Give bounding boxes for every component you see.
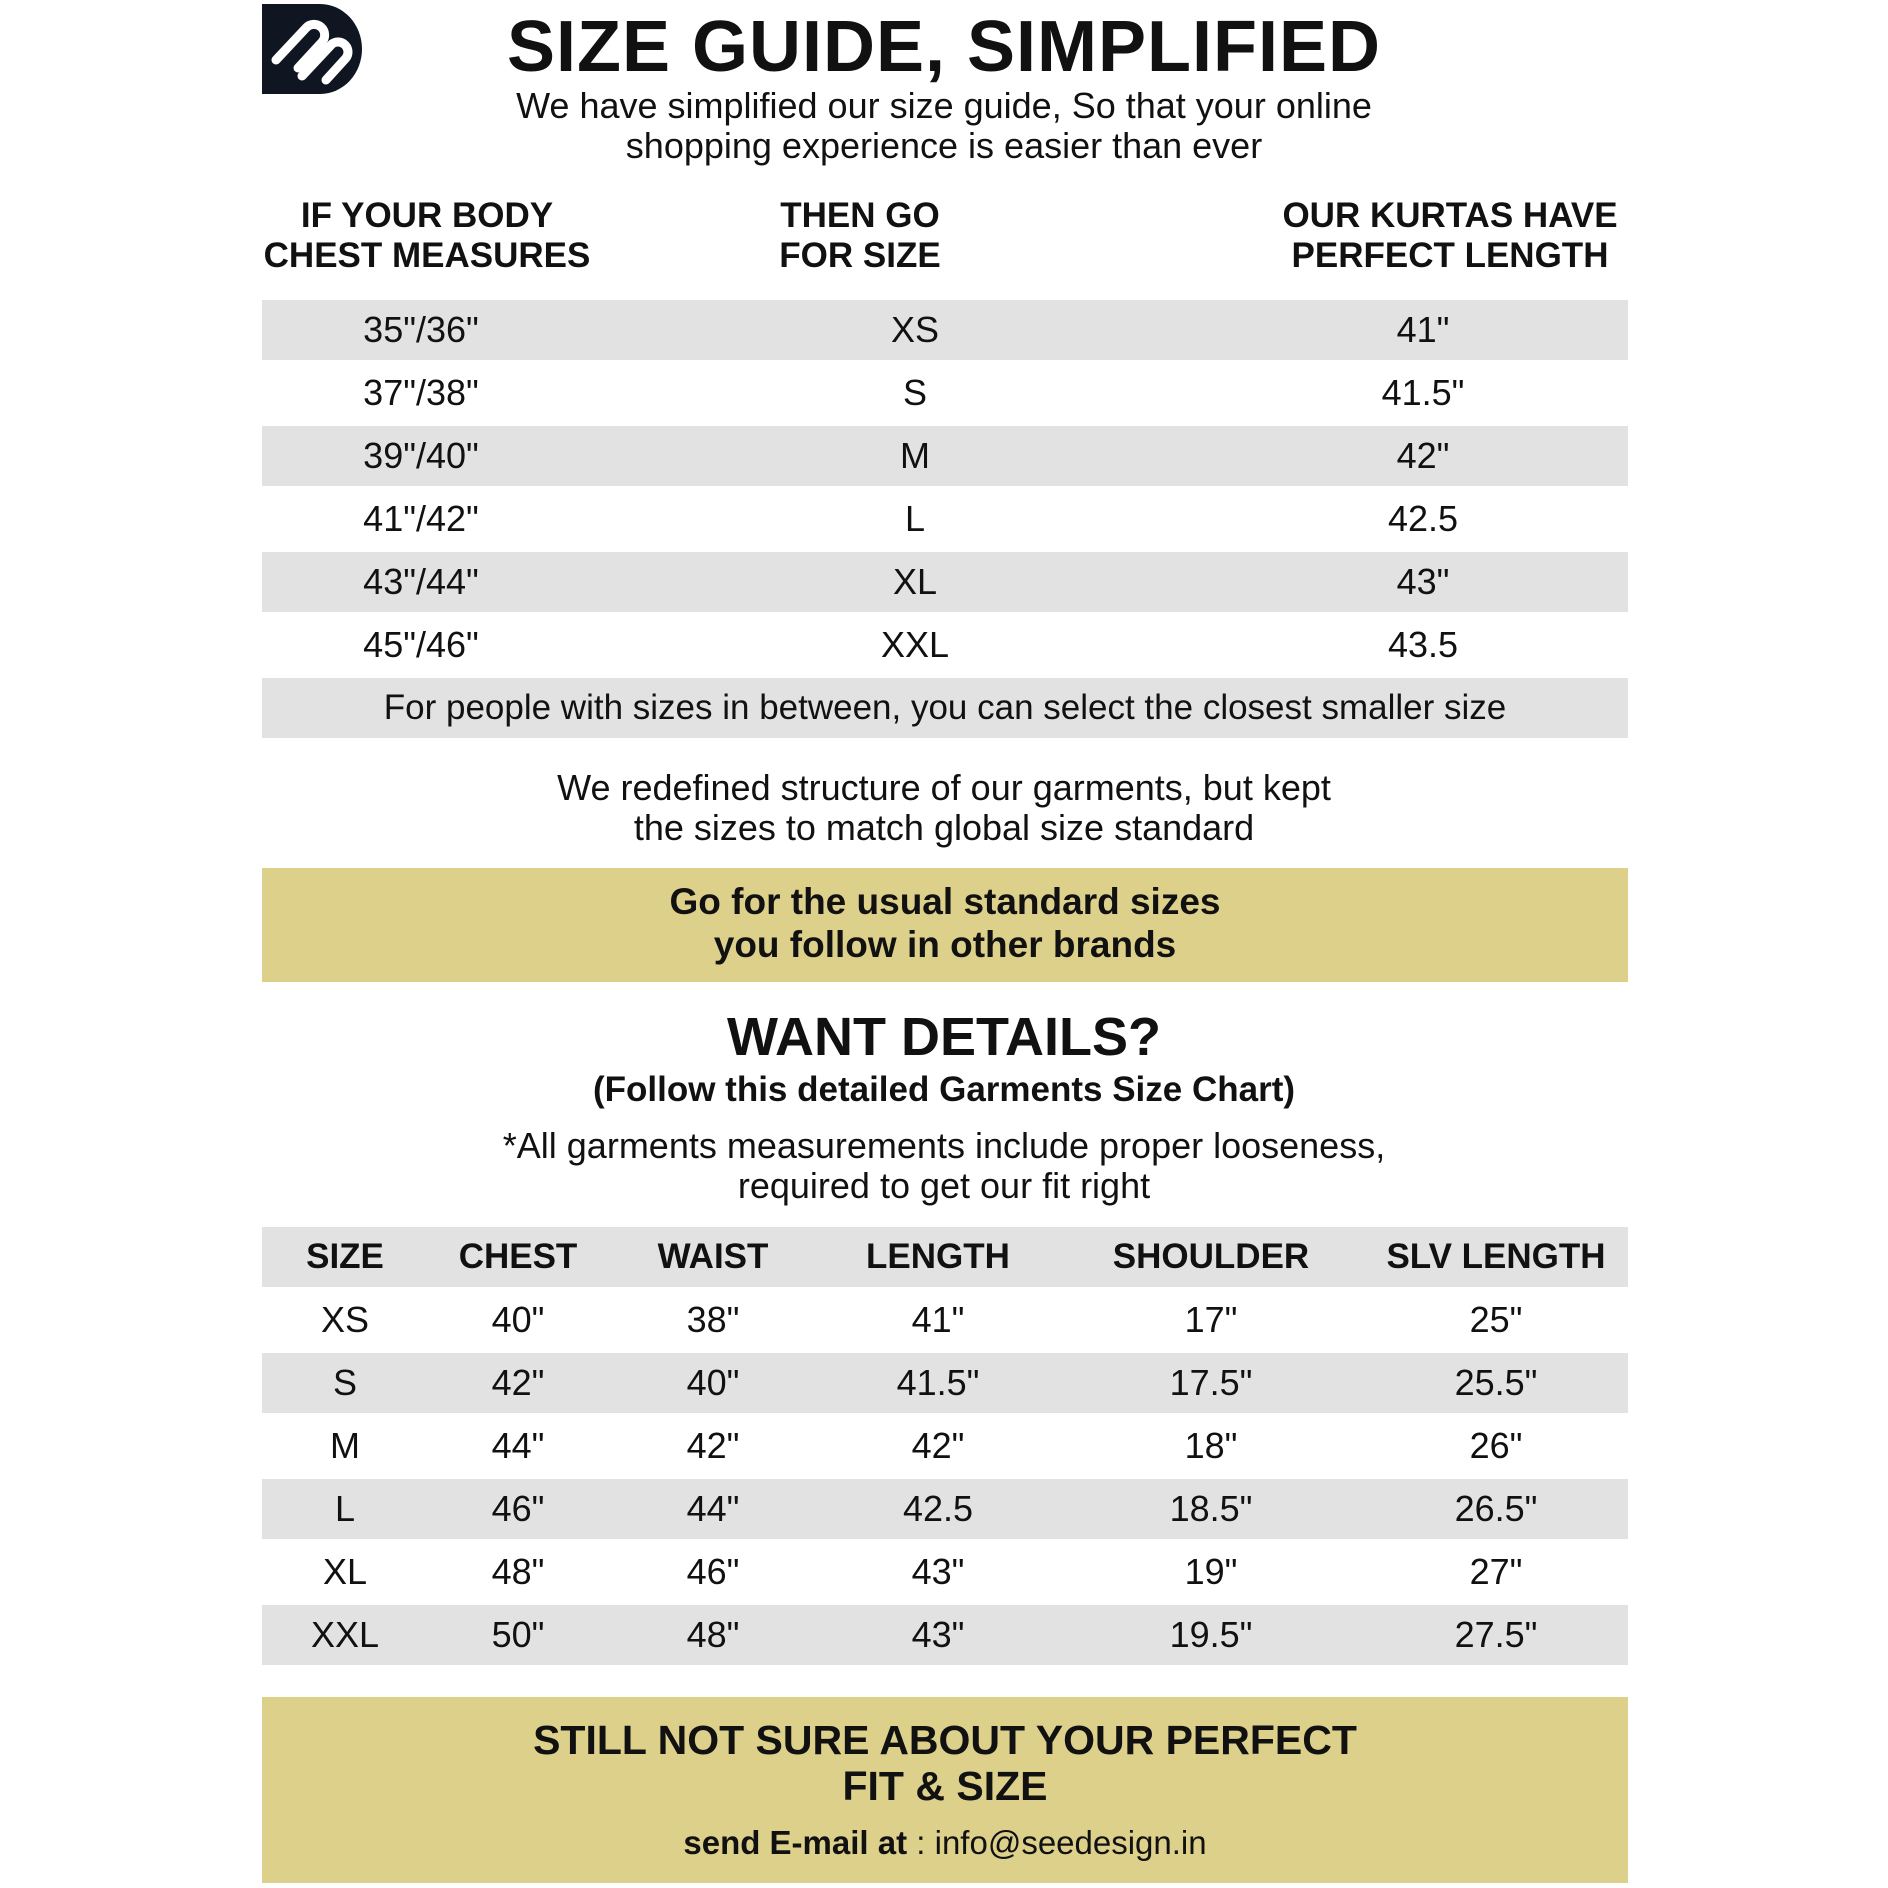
- banner-line-1: Go for the usual standard sizes: [669, 881, 1221, 922]
- contact-banner: [262, 1697, 1628, 1883]
- header-line: PERFECT LENGTH: [1291, 236, 1609, 275]
- table-cell: 43": [911, 1551, 965, 1592]
- header-line: OUR KURTAS HAVE: [1282, 196, 1618, 235]
- header-line: FOR SIZE: [779, 236, 941, 275]
- contact-banner-line-1: STILL NOT SURE ABOUT YOUR PERFECT: [533, 1717, 1357, 1763]
- email-separator: :: [907, 1824, 935, 1861]
- in-between-note: For people with sizes in between, you can select the closest smaller size: [262, 678, 1628, 738]
- structure-note-line-2: the sizes to match global size standard: [633, 807, 1255, 848]
- table-cell: XL: [322, 1551, 368, 1592]
- table-cell: 25": [1469, 1299, 1523, 1340]
- chest-cell: 43"/44": [363, 561, 479, 602]
- details-subtitle: (Follow this detailed Garments Size Chart): [592, 1070, 1296, 1109]
- table-row: [262, 1353, 1628, 1413]
- table-row: [262, 1605, 1628, 1665]
- table-row: [262, 1479, 1628, 1539]
- table-cell: S: [332, 1362, 357, 1403]
- subtitle-line-2: shopping experience is easier than ever: [625, 125, 1263, 166]
- table-row: [262, 489, 1628, 549]
- table-cell: 43": [911, 1614, 965, 1655]
- table-cell: L: [334, 1488, 356, 1529]
- email-line: [262, 1823, 1628, 1863]
- table-cell: 27.5": [1454, 1614, 1538, 1655]
- header-chest-measure: [252, 196, 602, 276]
- table-cell: 41.5": [896, 1362, 980, 1403]
- column-header-length: LENGTH: [866, 1237, 1010, 1276]
- table-cell: 42.5: [902, 1488, 974, 1529]
- length-cell: 43.5: [1387, 624, 1459, 665]
- table-cell: 18": [1184, 1425, 1238, 1466]
- table-cell: 17.5": [1169, 1362, 1253, 1403]
- table-cell: 44": [491, 1425, 545, 1466]
- contact-banner-line-2: FIT & SIZE: [842, 1763, 1048, 1809]
- header-kurta-length: [1270, 196, 1630, 276]
- table-cell: 19.5": [1169, 1614, 1253, 1655]
- length-cell: 42.5: [1387, 498, 1459, 539]
- table-cell: XS: [320, 1299, 370, 1340]
- table-cell: 42": [911, 1425, 965, 1466]
- looseness-note: [0, 1126, 1888, 1206]
- banner-line-2: you follow in other brands: [713, 924, 1177, 965]
- table-row: [262, 1416, 1628, 1476]
- simple-size-table: [262, 300, 1628, 738]
- column-header-chest: CHEST: [458, 1237, 578, 1276]
- chest-cell: 41"/42": [363, 498, 479, 539]
- standard-sizes-banner: [262, 868, 1628, 982]
- simple-table-header: [262, 196, 1628, 278]
- length-cell: 42": [1396, 435, 1450, 476]
- size-cell: M: [900, 435, 930, 476]
- length-cell: 41.5": [1381, 372, 1465, 413]
- table-cell: 48": [686, 1614, 740, 1655]
- length-cell: 41": [1396, 309, 1450, 350]
- header-line: IF YOUR BODY: [300, 196, 554, 235]
- table-cell: 17": [1184, 1299, 1238, 1340]
- structure-note-line-1: We redefined structure of our garments, but kept: [557, 767, 1331, 808]
- size-cell: XXL: [880, 624, 950, 665]
- table-row: [262, 300, 1628, 360]
- subtitle-line-1: We have simplified our size guide, So that your online: [516, 85, 1372, 126]
- table-cell: 48": [491, 1551, 545, 1592]
- structure-note: [0, 768, 1888, 848]
- table-row: [262, 1290, 1628, 1350]
- column-header-sleeve-length: SLV LENGTH: [1386, 1237, 1606, 1276]
- column-header-size: SIZE: [306, 1237, 384, 1276]
- size-cell: XS: [890, 309, 940, 350]
- email-address[interactable]: info@seedesign.in: [934, 1824, 1207, 1861]
- table-cell: 26.5": [1454, 1488, 1538, 1529]
- table-cell: 40": [491, 1299, 545, 1340]
- table-cell: 19": [1184, 1551, 1238, 1592]
- details-title: WANT DETAILS?: [727, 1007, 1161, 1067]
- size-cell: S: [902, 372, 927, 413]
- table-cell: M: [330, 1425, 360, 1466]
- table-cell: 42": [686, 1425, 740, 1466]
- table-cell: 46": [686, 1551, 740, 1592]
- page-subtitle: [0, 86, 1888, 166]
- table-cell: 38": [686, 1299, 740, 1340]
- table-row: [262, 1542, 1628, 1602]
- header-go-for-size: [770, 196, 950, 276]
- table-row: [262, 552, 1628, 612]
- table-header-row: [262, 1227, 1628, 1287]
- table-cell: XXL: [310, 1614, 380, 1655]
- table-row: [262, 426, 1628, 486]
- chest-cell: 39"/40": [363, 435, 479, 476]
- table-row: [262, 615, 1628, 675]
- column-header-shoulder: SHOULDER: [1112, 1237, 1310, 1276]
- size-cell: XL: [892, 561, 938, 602]
- table-cell: 46": [491, 1488, 545, 1529]
- table-cell: 41": [911, 1299, 965, 1340]
- chest-cell: 35"/36": [363, 309, 479, 350]
- table-cell: 27": [1469, 1551, 1523, 1592]
- table-cell: 50": [491, 1614, 545, 1655]
- table-cell: 25.5": [1454, 1362, 1538, 1403]
- table-cell: 26": [1469, 1425, 1523, 1466]
- column-header-waist: WAIST: [657, 1237, 769, 1276]
- chest-cell: 45"/46": [363, 624, 479, 665]
- table-cell: 42": [491, 1362, 545, 1403]
- size-cell: L: [904, 498, 926, 539]
- table-cell: 18.5": [1169, 1488, 1253, 1529]
- header-line: THEN GO: [780, 196, 940, 235]
- email-label: send E-mail at: [683, 1824, 908, 1861]
- page-title: SIZE GUIDE, SIMPLIFIED: [506, 7, 1382, 87]
- chest-cell: 37"/38": [363, 372, 479, 413]
- table-cell: 40": [686, 1362, 740, 1403]
- looseness-note-line-2: required to get our fit right: [737, 1165, 1151, 1206]
- header-line: CHEST MEASURES: [263, 236, 591, 275]
- detailed-size-chart: [262, 1227, 1628, 1668]
- table-cell: 44": [686, 1488, 740, 1529]
- table-row: [262, 363, 1628, 423]
- looseness-note-line-1: *All garments measurements include proper looseness,: [502, 1125, 1386, 1166]
- length-cell: 43": [1396, 561, 1450, 602]
